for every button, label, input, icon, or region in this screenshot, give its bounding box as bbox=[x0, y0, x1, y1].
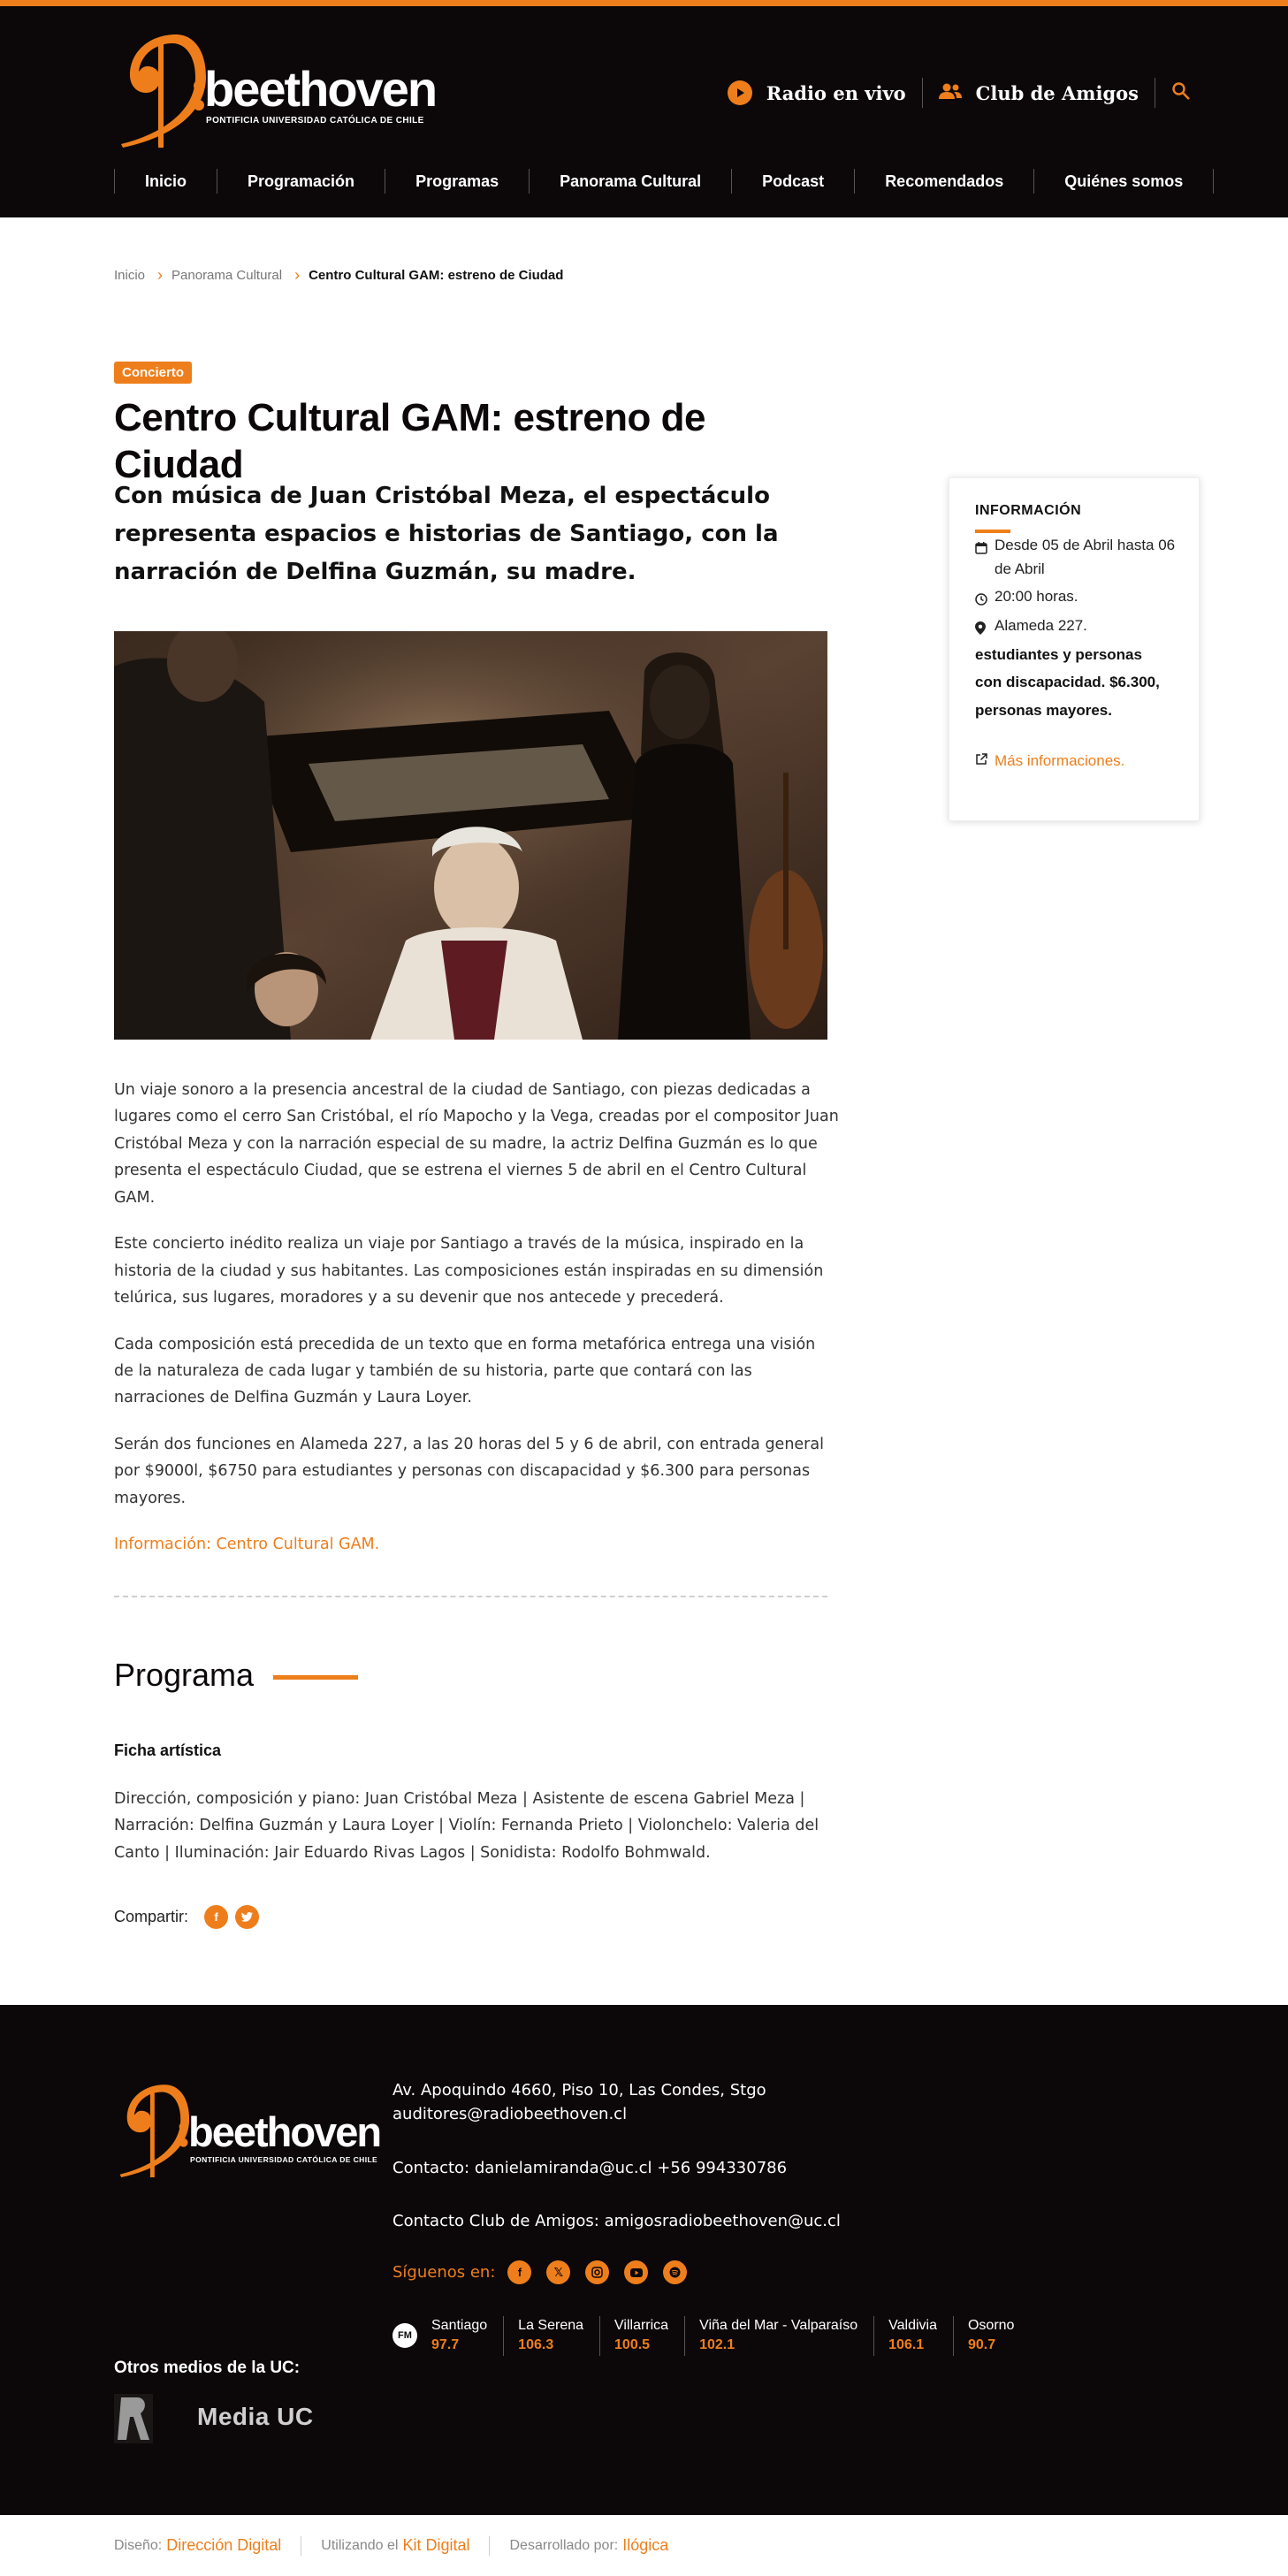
info-date-row bbox=[975, 533, 1180, 581]
info-price: estudiantes y personas con discapacidad. $6.300, personas mayores. bbox=[975, 646, 1160, 719]
station-freq: 97.7 bbox=[431, 2337, 460, 2353]
site-footer bbox=[0, 2005, 1288, 2515]
station-city: Villarrica bbox=[614, 2318, 669, 2333]
station-city: Valdivia bbox=[888, 2318, 937, 2333]
station-city: La Serena bbox=[518, 2318, 584, 2333]
twitter-share-icon[interactable] bbox=[235, 1905, 259, 1929]
club-amigos-label: Club de Amigos bbox=[975, 81, 1139, 104]
event-info-card bbox=[949, 477, 1200, 821]
heading-accent-bar bbox=[273, 1675, 358, 1680]
station-freq: 90.7 bbox=[967, 2337, 996, 2353]
hero-image bbox=[114, 631, 827, 1040]
credit-using-label: Utilizando el bbox=[321, 2537, 399, 2553]
section-divider bbox=[114, 1596, 827, 1597]
footer-logo-wordmark: beethoven bbox=[188, 2108, 381, 2155]
bass-clef-logo-icon bbox=[114, 31, 211, 148]
logo-subtitle: PONTIFICIA UNIVERSIDAD CATÓLICA DE CHILE bbox=[206, 116, 424, 126]
more-info-link[interactable] bbox=[975, 752, 1124, 770]
nav-item-programacion[interactable]: Programación bbox=[217, 169, 385, 194]
credit-design bbox=[114, 2536, 301, 2556]
ficha-heading: Ficha artística bbox=[114, 1741, 222, 1759]
credits-bar bbox=[0, 2515, 1288, 2576]
category-tag[interactable]: Concierto bbox=[114, 362, 192, 384]
credit-dev-label: Desarrollado por: bbox=[509, 2537, 619, 2553]
info-place-row bbox=[975, 614, 1180, 642]
breadcrumb-current: Centro Cultural GAM: estreno de Ciudad bbox=[309, 268, 564, 283]
clock-icon bbox=[975, 584, 995, 613]
station-city: Viña del Mar - Valparaíso bbox=[699, 2318, 858, 2333]
chevron-right-icon: › bbox=[157, 266, 164, 284]
main-nav bbox=[114, 164, 1199, 199]
credit-using bbox=[301, 2536, 489, 2556]
group-icon bbox=[939, 82, 962, 104]
station-item bbox=[873, 2316, 953, 2356]
nav-item-programas[interactable]: Programas bbox=[385, 169, 529, 194]
article-paragraph: Cada composición está precedida de un texto que en forma metafórica entrega una visión de la naturaleza de cada lugar y también de su historia, parte que contará con las narraciones de Delfina Guzmán y Laura Loyer. bbox=[114, 1335, 816, 1407]
bass-clef-logo-icon bbox=[114, 2081, 194, 2178]
credit-using-link[interactable]: Kit Digital bbox=[402, 2536, 470, 2554]
nav-item-panorama-cultural[interactable]: Panorama Cultural bbox=[529, 169, 731, 194]
nav-item-recomendados[interactable]: Recomendados bbox=[854, 169, 1033, 194]
concert-photo bbox=[114, 631, 827, 1040]
breadcrumb bbox=[114, 266, 563, 285]
station-freq: 106.1 bbox=[888, 2337, 925, 2353]
credit-dev-link[interactable]: Ilógica bbox=[622, 2536, 669, 2554]
youtube-icon[interactable] bbox=[624, 2260, 648, 2284]
breadcrumb-home[interactable]: Inicio bbox=[114, 268, 146, 283]
site-header bbox=[0, 0, 1288, 217]
credits-text: Dirección, composición y piano: Juan Cristóbal Meza | Asistente de escena Gabriel Meza | Narración: Delfina Guzmán y Laura Loyer | Violín: Fernanda Prieto | Violonchelo: Valeria del Canto | Iluminación: Jair Eduardo Rivas Lagos | Sonidista: Rodolfo Bohmwald. bbox=[114, 1790, 819, 1862]
nav-item-inicio[interactable]: Inicio bbox=[114, 169, 217, 194]
station-item bbox=[599, 2316, 684, 2356]
station-city: Osorno bbox=[967, 2318, 1015, 2333]
info-title: INFORMACIÓN bbox=[975, 503, 1082, 518]
search-icon bbox=[1171, 81, 1191, 105]
footer-club-contact: Contacto Club de Amigos: amigosradiobeethoven@uc.cl bbox=[392, 2212, 841, 2230]
header-actions bbox=[712, 75, 1191, 111]
footer-contact: Contacto: danielamiranda@uc.cl +56 994330786 bbox=[392, 2159, 788, 2177]
credit-dev bbox=[489, 2536, 688, 2556]
info-time-row bbox=[975, 584, 1180, 613]
info-time: 20:00 horas. bbox=[995, 588, 1078, 605]
station-item bbox=[953, 2316, 1030, 2356]
logo-wordmark: beethoven bbox=[204, 61, 437, 117]
other-media-title: Otros medios de la UC: bbox=[114, 2359, 301, 2377]
revista-logo-icon[interactable] bbox=[114, 2394, 153, 2443]
fm-icon: FM bbox=[392, 2323, 417, 2348]
search-button[interactable] bbox=[1155, 81, 1191, 105]
station-city: Santiago bbox=[431, 2318, 488, 2333]
info-date: Desde 05 de Abril hasta 06 de Abril bbox=[995, 537, 1176, 578]
station-freq: 100.5 bbox=[614, 2337, 651, 2353]
footer-logo[interactable] bbox=[114, 2081, 381, 2178]
info-place: Alameda 227. bbox=[995, 617, 1087, 634]
play-circle-icon bbox=[728, 80, 752, 105]
article-lead: Con música de Juan Cristóbal Meza, el espectáculo representa espacios e historias de Santiago, con la narración de Delfina Guzmán, su madre. bbox=[114, 483, 779, 585]
breadcrumb-section[interactable]: Panorama Cultural bbox=[171, 268, 283, 283]
article-body bbox=[114, 1077, 839, 1578]
article-paragraph: Este concierto inédito realiza un viaje por Santiago a través de la música, inspirado en la historia de la ciudad y sus habitantes. Las composiciones están inspiradas en su dimensión telúrica, sus lugares, moradores y a su devenir que nos antecede y precederá. bbox=[114, 1235, 824, 1307]
article-paragraph: Un viaje sonoro a la presencia ancestral de la ciudad de Santiago, con piezas dedicadas a lugares como el cerro San Cristóbal, el río Mapocho y la Vega, creadas por el compositor Juan Cristóbal Meza y con la narración especial de su madre, la actriz Delfina Guzmán es lo que presenta el espectáculo Ciudad, que se estrena el viernes 5 de abril en el Centro Cultural GAM. bbox=[114, 1081, 839, 1207]
club-amigos-button[interactable] bbox=[923, 82, 1155, 104]
x-twitter-icon[interactable]: 𝕏 bbox=[546, 2260, 570, 2284]
station-item bbox=[431, 2316, 503, 2356]
facebook-share-icon[interactable]: f bbox=[204, 1905, 228, 1929]
footer-social bbox=[392, 2260, 702, 2284]
programa-title: Programa bbox=[114, 1657, 255, 1693]
address-text: Av. Apoquindo 4660, Piso 10, Las Condes, Stgo bbox=[392, 2081, 766, 2100]
share-label: Compartir: bbox=[114, 1908, 189, 1925]
footer-logo-subtitle: PONTIFICIA UNIVERSIDAD CATÓLICA DE CHILE bbox=[190, 2155, 378, 2164]
station-list bbox=[392, 2316, 1030, 2356]
share-bar bbox=[114, 1905, 259, 1929]
site-logo[interactable] bbox=[114, 31, 437, 148]
follow-label: Síguenos en: bbox=[392, 2263, 496, 2282]
nav-item-podcast[interactable]: Podcast bbox=[731, 169, 854, 194]
credit-design-link[interactable]: Dirección Digital bbox=[166, 2536, 282, 2554]
credit-design-label: Diseño: bbox=[114, 2537, 163, 2553]
instagram-icon[interactable] bbox=[585, 2260, 609, 2284]
media-uc-link[interactable]: Media UC bbox=[197, 2403, 314, 2430]
station-item bbox=[684, 2316, 873, 2356]
location-pin-icon bbox=[975, 614, 995, 642]
chevron-right-icon: › bbox=[294, 266, 301, 284]
nav-item-quienes-somos[interactable]: Quiénes somos bbox=[1033, 169, 1214, 194]
info-gam-link[interactable]: Información: Centro Cultural GAM. bbox=[114, 1536, 380, 1554]
facebook-icon[interactable]: f bbox=[507, 2260, 531, 2284]
spotify-icon[interactable] bbox=[663, 2260, 687, 2284]
radio-live-button[interactable] bbox=[712, 80, 922, 105]
programa-heading bbox=[114, 1657, 358, 1694]
footer-address bbox=[392, 2078, 766, 2126]
external-link-icon bbox=[975, 752, 995, 770]
page-title: Centro Cultural GAM: estreno de Ciudad bbox=[114, 396, 705, 486]
station-freq: 106.3 bbox=[518, 2337, 554, 2353]
more-info-label: Más informaciones. bbox=[995, 752, 1125, 769]
calendar-icon bbox=[975, 533, 995, 581]
station-item bbox=[503, 2316, 599, 2356]
station-freq: 102.1 bbox=[699, 2337, 735, 2353]
article-paragraph: Serán dos funciones en Alameda 227, a las 20 horas del 5 y 6 de abril, con entrada general por $9000l, $6750 para estudiantes y personas con discapacidad y $6.300 para personas mayores. bbox=[114, 1435, 824, 1507]
footer-email-link[interactable]: auditores@radiobeethoven.cl bbox=[392, 2105, 628, 2123]
radio-live-label: Radio en vivo bbox=[766, 81, 906, 104]
